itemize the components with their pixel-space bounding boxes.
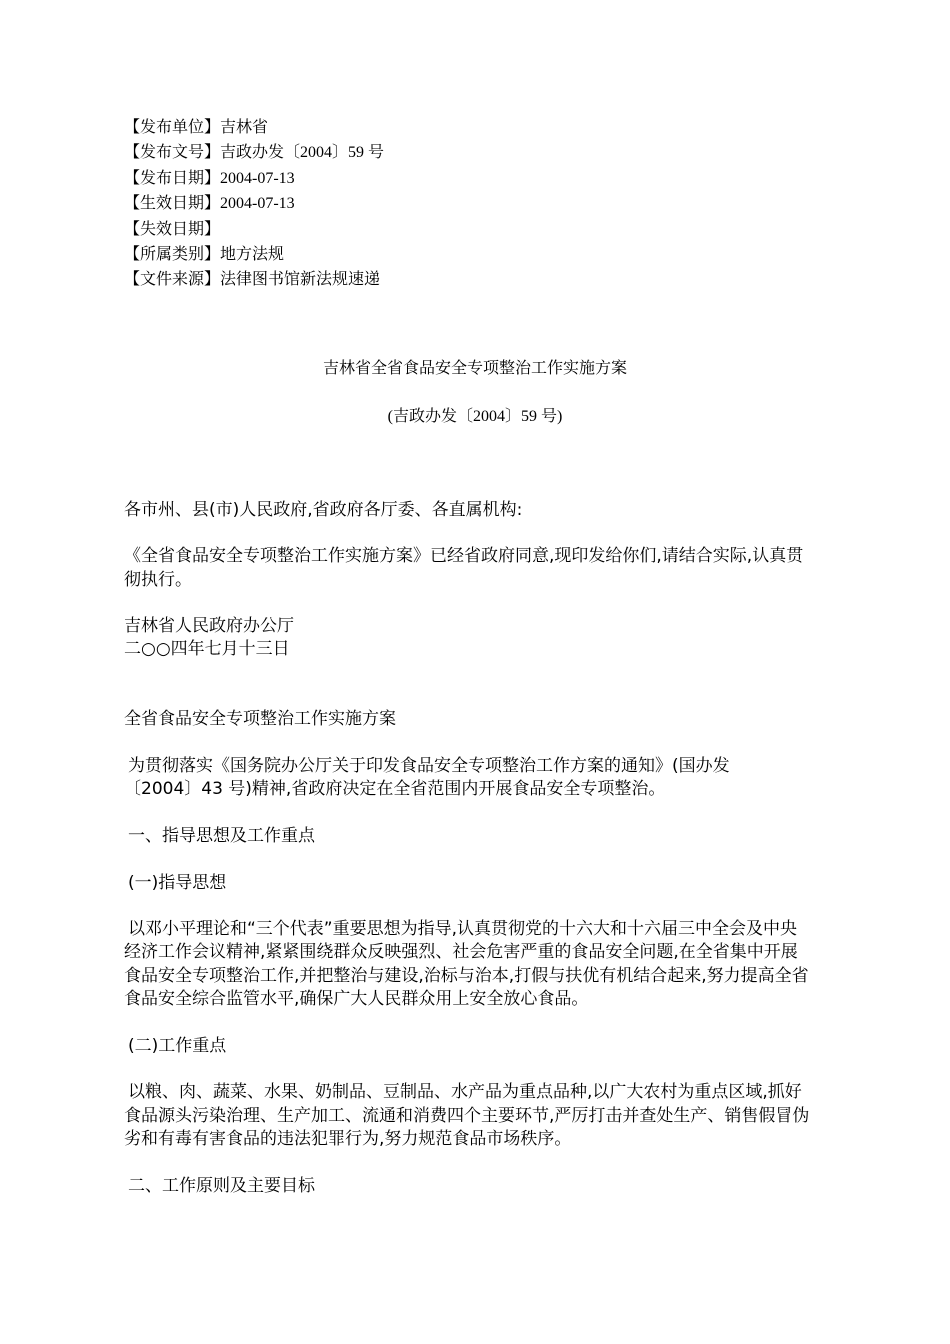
- meta-doc-number: [124, 140, 384, 166]
- notice-line-2: 彻执行。: [124, 570, 192, 590]
- meta-issuing-unit: [124, 115, 384, 140]
- section-heading-2: 二、工作原则及主要目标: [128, 1176, 315, 1196]
- meta-label: 【生效日期】: [124, 193, 221, 213]
- meta-label: 【发布文号】: [124, 141, 221, 161]
- subsection-heading-1: (一)指导思想: [128, 873, 227, 893]
- paragraph-line: 经济工作会议精神,紧紧围绕群众反映强烈、社会危害严重的食品安全问题,在全省集中开展: [124, 942, 798, 962]
- intro-line-1: 为贯彻落实《国务院办公厅关于印发食品安全专项整治工作方案的通知》(国办发: [128, 756, 730, 776]
- meta-label: 【发布单位】: [124, 117, 221, 136]
- meta-value: 吉政办发〔2004〕59 号: [220, 143, 385, 161]
- paragraph-line: 以邓小平理论和“三个代表”重要思想为指导,认真贯彻党的十六大和十六届三中全会及中央: [128, 919, 798, 939]
- meta-value: 2004-07-13: [220, 195, 295, 213]
- meta-value: 2004-07-13: [220, 169, 295, 187]
- paragraph-line: 劣和有毒有害食品的违法犯罪行为,努力规范食品市场秩序。: [124, 1129, 572, 1149]
- issuer: 吉林省人民政府办公厅: [124, 616, 294, 636]
- section-heading-1: 一、指导思想及工作重点: [128, 826, 315, 846]
- meta-label: 【发布日期】: [124, 167, 221, 187]
- subsection-heading-2: (二)工作重点: [128, 1036, 227, 1056]
- document-number: (吉政办发〔2004〕59 号): [387, 408, 563, 425]
- document-title: 吉林省全省食品安全专项整治工作实施方案: [322, 358, 627, 377]
- meta-label: 【失效日期】: [124, 219, 221, 239]
- paragraph-line: 以粮、肉、蔬菜、水果、奶制品、豆制品、水产品为重点品种,以广大农村为重点区域,抓好: [128, 1082, 802, 1102]
- meta-label: 【文件来源】: [124, 268, 221, 288]
- issue-date: 二○○四年七月十三日: [124, 639, 290, 659]
- meta-effective-date: [124, 191, 384, 217]
- notice-line-1: 《全省食品安全专项整治工作实施方案》已经省政府同意,现印发给你们,请结合实际,认真贯: [124, 546, 804, 566]
- meta-value: 吉林省: [220, 117, 269, 136]
- metadata-block: [124, 115, 384, 292]
- paragraph-line: 食品安全专项整治工作,并把整治与建设,治标与治本,打假与扶优有机结合起来,努力提高全省: [124, 966, 809, 986]
- meta-label: 【所属类别】: [124, 243, 221, 263]
- meta-expiry-date: [124, 217, 384, 242]
- meta-category: [124, 242, 384, 267]
- addressee: 各市州、县(市)人民政府,省政府各厅委、各直属机构:: [124, 500, 523, 520]
- paragraph-line: 食品安全综合监管水平,确保广大人民群众用上安全放心食品。: [124, 989, 589, 1009]
- meta-source: [124, 267, 384, 292]
- plan-title: 全省食品安全专项整治工作实施方案: [124, 709, 396, 729]
- meta-publish-date: [124, 166, 384, 192]
- intro-line-2: 〔2004〕43 号)精神,省政府决定在全省范围内开展食品安全专项整治。: [124, 779, 666, 799]
- meta-value: 地方法规: [220, 243, 285, 263]
- paragraph-line: 食品源头污染治理、生产加工、流通和消费四个主要环节,严厉打击并查处生产、销售假冒伪: [124, 1106, 810, 1126]
- meta-value: 法律图书馆新法规速递: [220, 268, 381, 288]
